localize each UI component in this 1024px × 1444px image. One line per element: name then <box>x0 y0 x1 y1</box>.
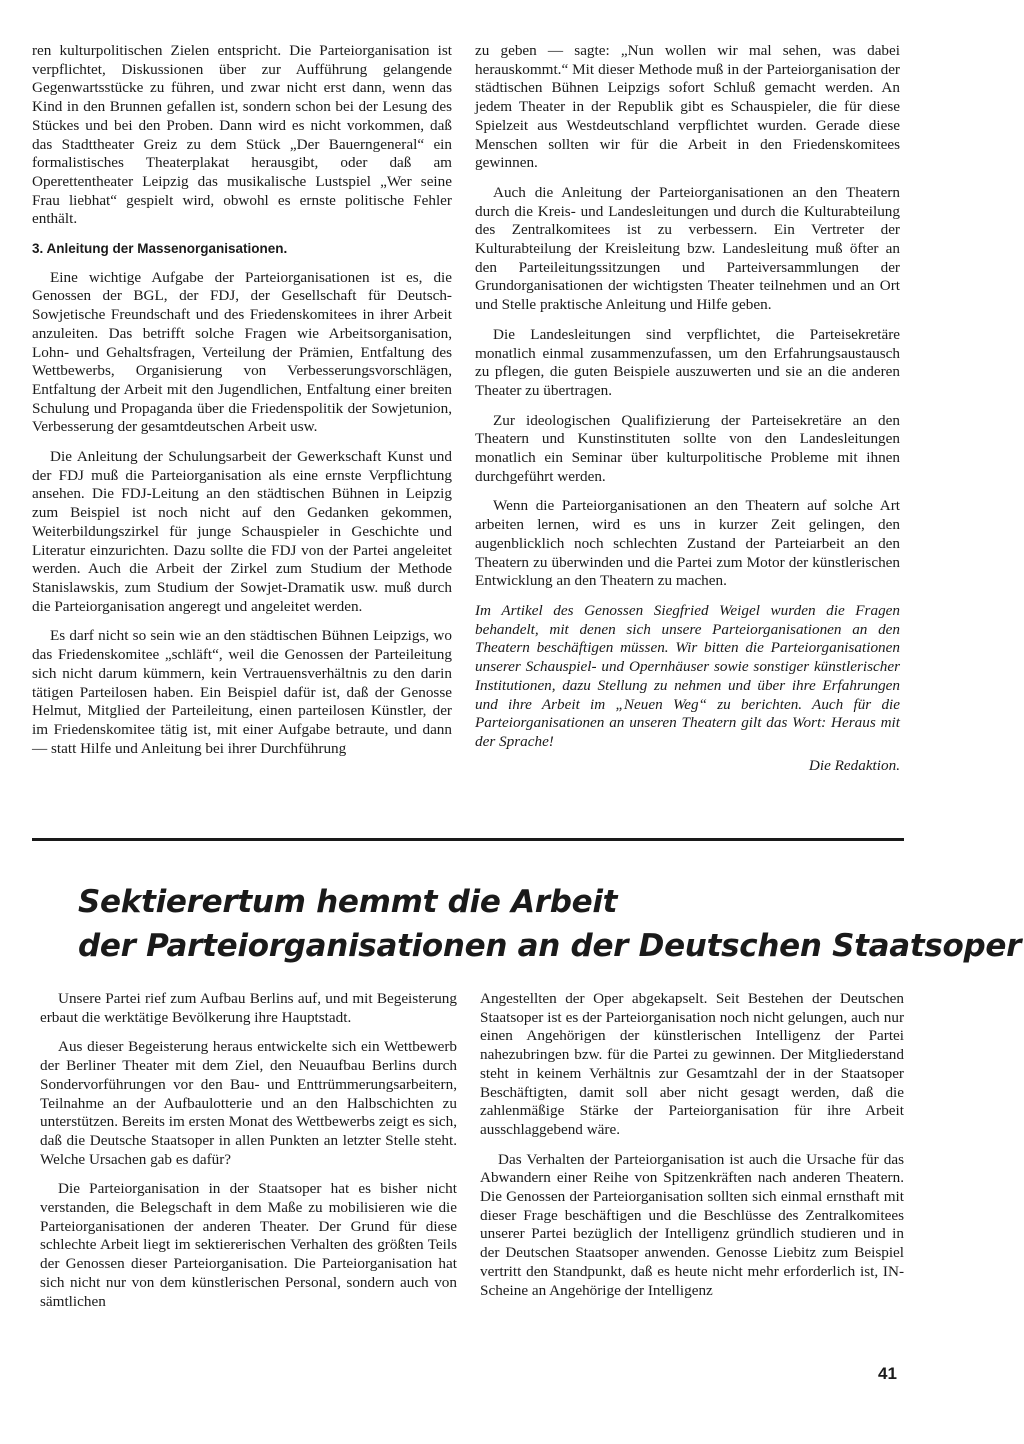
section-divider <box>32 838 904 841</box>
editor-note: Im Artikel des Genossen Siegfried Weigel wurden die Fragen behandelt, mit denen sich unsere Parteiorganisationen an den Theatern beschäftigen müssen. Wir bitten die Parteiorganisationen unserer Schauspiel- und Opernhäuser sowie sonstiger künstlerischer Institutionen, dazu Stellung zu nehmen und über ihre Erfahrungen und ihre Arbeit im „Neuen Weg“ zu berichten. Auch für die Parteiorganisationen an unseren Theatern gilt das Wort: Heraus mit der Sprache! <box>475 601 900 750</box>
paragraph: zu geben — sagte: „Nun wollen wir mal sehen, was dabei herauskommt.“ Mit dieser Methode muß in der Parteiorganisation der städtischen Bühnen Leipzigs sofort Schluß gemacht werden. An jedem Theater in der Republik gibt es Schauspieler, die für diese Spielzeit aus Westdeutschland verpflichtet wurden. Gerade diese Menschen sollten wir für die Arbeit in den Friedenskomitees gewinnen. <box>475 42 900 172</box>
article-continuation-left-column <box>32 42 452 769</box>
paragraph: Unsere Partei rief zum Aufbau Berlins auf, und mit Begeisterung erbaut die werktätige Bevölkerung ihre Hauptstadt. <box>40 990 457 1026</box>
paragraph: Auch die Anleitung der Parteiorganisationen an den Theatern durch die Kreis- und Landesleitungen und durch die Kulturabteilung des Zentralkomitees ist zu verbessern. Ein Vertreter der Kulturabteilung der Kreisleitung bzw. Landesleitung muß öfter an den Parteileitungssitzungen und Parteiversammlungen der Grundorganisationen der wichtigsten Theater teilnehmen und an Ort und Stelle praktische Anleitung und Hilfe geben. <box>475 183 900 314</box>
paragraph: Das Verhalten der Parteiorganisation ist auch die Ursache für das Abwandern einer Reihe von Spitzenkräften nach anderen Theatern. Die Genossen der Parteiorganisation sollten sich einmal ernsthaft mit dieser Frage beschäftigen und die Beschlüsse des Zentralkomitees unserer Partei bezüglich der Intelligenz gründlich studieren und in der Deutschen Staatsoper anwenden. Genosse Liebitz zum Beispiel vertritt den Standpunkt, daß es heute nicht mehr erforderlich ist, IN-Scheine an Angehörige der Intelligenz <box>480 1150 904 1299</box>
article-body-left-column <box>40 990 457 1322</box>
paragraph: Wenn die Parteiorganisationen an den Theatern auf solche Art arbeiten lernen, wird es uns in kurzer Zeit gelingen, den augenblicklich noch schlechten Zustand der Parteiarbeit an den Theatern zu überwinden und die Partei zum Motor der künstlerischen Entwicklung an den Theatern zu machen. <box>475 497 900 590</box>
paragraph: Die Anleitung der Schulungsarbeit der Gewerkschaft Kunst und der FDJ muß die Parteiorganisation als eine ernste Verpflichtung ansehen. Die FDJ-Leitung an den städtischen Bühnen in Leipzig zum Beispiel ist noch nicht auf den Gedanken gekommen, Weiterbildungszirkel für junge Schauspieler in Geschichte und Literatur einzurichten. Dazu sollte die FDJ von der Partei angeleitet werden. Auch die Arbeit der Zirkel zum Studium der Methode Stanislawskis, zum Studium der Sowjet-Dramatik usw. muß durch die Parteiorganisation angeregt und angeleitet werden. <box>32 448 452 615</box>
page-number: 41 <box>878 1364 897 1383</box>
paragraph: ren kulturpolitischen Zielen entspricht. Die Parteiorganisation ist verpflichtet, Diskussionen über zur Aufführung gelangende Gegenwartsstücke zu führen, und zwar nicht erst dann, wenn das Kind in den Brunnen gefallen ist, sondern schon bei der Lesung des Stückes und bei den Proben. Dann wird es nicht vorkommen, daß das Stadttheater Greiz zu dem Stück „Der Bauerngeneral“ ein formalistisches Theaterplakat herausgibt, oder daß am Operettentheater Leipzig das musikalische Lustspiel „Wer seine Frau liebhat“ gespielt wird, obwohl es ernste politische Fehler enthält. <box>32 42 452 228</box>
section-heading: 3. Anleitung der Massenorganisationen. <box>32 241 288 257</box>
article-headline <box>78 880 1022 968</box>
paragraph: Aus dieser Begeisterung heraus entwickelte sich ein Wettbewerb der Berliner Theater mit dem Ziel, den Neuaufbau Berlins durch Sondervorführungen vor den Bau- und Enttrümmerungsarbeitern, Teilnahme an der Aufbaulotterie und an den Halbschichten zu unterstützen. Bereits im ersten Monat des Wettbewerbs zeigt es sich, daß die Deutsche Staatsoper in allen Punkten an letzter Stelle steht. Welche Ursachen gab es dafür? <box>40 1038 457 1168</box>
article-body-right-column <box>480 990 904 1311</box>
editor-signature: Die Redaktion. <box>808 756 900 774</box>
headline-line-2: der Parteiorganisationen an der Deutschen Staatsoper <box>78 928 1022 964</box>
paragraph: Angestellten der Oper abgekapselt. Seit Bestehen der Deutschen Staatsoper ist es der Parteiorganisation noch nicht gelungen, auch nur einen Angehörigen der künstlerischen Intelligenz der Partei nahezubringen bzw. für die Partei zu gewinnen. Der Mitgliederstand steht in keinem Verhältnis zur Gesamtzahl der in der Staatsoper Beschäftigten, damit soll aber nicht gesagt werden, daß die zahlenmäßige Stärke der Parteiorganisation für ihre Arbeit ausschlaggebend wäre. <box>480 990 904 1138</box>
article-continuation-right-column <box>475 42 900 786</box>
paragraph: Die Landesleitungen sind verpflichtet, die Parteisekretäre monatlich einmal zusammenzufassen, um den Erfahrungsaustausch zu pflegen, die guten Beispiele auszuwerten und sie an die anderen Theater zu übertragen. <box>475 325 900 399</box>
paragraph: Eine wichtige Aufgabe der Parteiorganisationen ist es, die Genossen der BGL, der FDJ, der Gesellschaft für Deutsch-Sowjetische Freundschaft und des Friedenskomitees in ihrer Arbeit anzuleiten. Das betrifft solche Fragen wie Arbeitsorganisation, Lohn- und Gehaltsfragen, Verteilung der Prämien, Entfaltung des Wettbewerbs, Organisierung von Verbesserungsvorschlägen, Entfaltung der Arbeit mit den Jugendlichen, Entfaltung einer breiten Schulung und Propaganda über die Friedenspolitik der Sowjetunion, Verbesserung der gesamtdeutschen Arbeit usw. <box>32 268 452 436</box>
paragraph: Zur ideologischen Qualifizierung der Parteisekretäre an den Theatern und Kunstinstituten sollte von den Landesleitungen monatlich ein Seminar über kulturpolitische Probleme mit ihnen durchgeführt werden. <box>475 411 900 485</box>
headline-line-1: Sektierertum hemmt die Arbeit <box>78 884 618 920</box>
paragraph: Die Parteiorganisation in der Staatsoper hat es bisher nicht verstanden, die Belegschaft in dem Maße zu mobilisieren wie die Parteiorganisationen der anderen Theater. Der Grund für diese schlechte Arbeit liegt im sektiererischen Verhalten des größten Teils der Genossen dieser Parteiorganisation. Die Parteiorganisation hat sich nicht nur von dem künstlerischen Personal, sondern auch von sämtlichen <box>40 1180 457 1310</box>
paragraph: Es darf nicht so sein wie an den städtischen Bühnen Leipzigs, wo das Friedenskomitee „schläft“, weil die Genossen der Parteileitung sich nicht darum kümmern, kein Vertrauensverhältnis zu den darin tätigen Parteilosen haben. Ein Beispiel dafür ist, daß der Genosse Helmut, Mitglied der Parteileitung, einen parteilosen Künstler, der im Friedenskomitee tätig ist, mit einer Aufgabe betraute, und dann — statt Hilfe und Anleitung bei ihrer Durchführung <box>32 627 452 757</box>
